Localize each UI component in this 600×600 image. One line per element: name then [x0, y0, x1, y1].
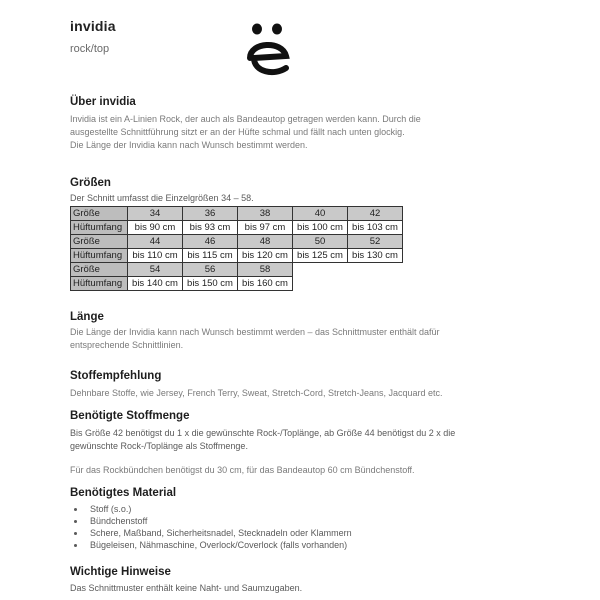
hip-cell: bis 90 cm: [128, 221, 183, 235]
hip-cell: bis 110 cm: [128, 249, 183, 263]
size-row-label: Größe: [71, 235, 128, 249]
hip-cell: bis 125 cm: [293, 249, 348, 263]
length-line: Die Länge der Invidia kann nach Wunsch bestimmt werden – das Schnittmuster enthält dafür: [70, 327, 440, 337]
length-line: entsprechende Schnittlinien.: [70, 340, 184, 350]
notes-heading: Wichtige Hinweise: [70, 566, 171, 578]
hip-cell: bis 115 cm: [183, 249, 238, 263]
size-cell: 38: [238, 207, 293, 221]
fabric-text: Dehnbare Stoffe, wie Jersey, French Terry, Sweat, Stretch-Cord, Stretch-Jeans, Jacquard etc.: [70, 388, 443, 398]
material-heading: Benötigtes Material: [70, 487, 177, 499]
table-row: [71, 235, 403, 249]
list-item: • Stoff (s.o.): [86, 503, 352, 515]
hip-row-label: Hüftumfang: [71, 249, 128, 263]
length-heading: Länge: [70, 311, 104, 323]
hip-cell: bis 97 cm: [238, 221, 293, 235]
table-row: [71, 221, 403, 235]
amount-line: Bis Größe 42 benötigst du 1 x die gewünschte Rock-/Toplänge, ab Größe 44 benötigst du 2 x die: [70, 428, 456, 438]
hip-row-label: Hüftumfang: [71, 277, 128, 291]
about-line: Die Länge der Invidia kann nach Wunsch bestimmt werden.: [70, 140, 308, 150]
table-row: [71, 263, 403, 277]
sizes-heading: Größen: [70, 177, 111, 189]
about-text: [70, 113, 490, 152]
amount-heading: Benötigte Stoffmenge: [70, 410, 190, 422]
hip-cell: bis 93 cm: [183, 221, 238, 235]
hip-cell: bis 100 cm: [293, 221, 348, 235]
table-row: [71, 277, 403, 291]
hip-row-label: Hüftumfang: [71, 221, 128, 235]
sizes-table: [70, 206, 403, 291]
size-cell: 58: [238, 263, 293, 277]
hip-cell: bis 103 cm: [348, 221, 403, 235]
size-cell: 52: [348, 235, 403, 249]
about-line: Invidia ist ein A-Linien Rock, der auch als Bandeautop getragen werden kann. Durch die: [70, 114, 421, 124]
amount-note: Für das Rockbündchen benötigst du 30 cm, für das Bandeautop 60 cm Bündchenstoff.: [70, 465, 415, 475]
size-row-label: Größe: [71, 207, 128, 221]
list-item: • Bügeleisen, Nähmaschine, Overlock/Coverlock (falls vorhanden): [86, 539, 352, 551]
about-line: ausgestellte Schnittführung sitzt er an der Hüfte schmal und fällt nach unten glockig.: [70, 127, 405, 137]
size-cell: 36: [183, 207, 238, 221]
size-cell: 34: [128, 207, 183, 221]
table-row: [71, 249, 403, 263]
list-item: • Bündchenstoff: [86, 515, 352, 527]
size-cell: 48: [238, 235, 293, 249]
list-item: • Schere, Maßband, Sicherheitsnadel, Stecknadeln oder Klammern: [86, 527, 352, 539]
hip-cell: bis 140 cm: [128, 277, 183, 291]
size-row-label: Größe: [71, 263, 128, 277]
material-list: [70, 503, 352, 551]
hip-cell: bis 160 cm: [238, 277, 293, 291]
hip-cell: bis 120 cm: [238, 249, 293, 263]
sizes-intro: Der Schnitt umfasst die Einzelgrößen 34 – 58.: [70, 193, 254, 203]
page-subtitle: rock/top: [70, 43, 110, 55]
table-row: [71, 207, 403, 221]
size-cell: 44: [128, 235, 183, 249]
size-cell: 42: [348, 207, 403, 221]
about-heading: Über invidia: [70, 96, 136, 108]
size-cell: 56: [183, 263, 238, 277]
notes-text: Das Schnittmuster enthält keine Naht- und Saumzugaben.: [70, 583, 303, 593]
size-cell: 46: [183, 235, 238, 249]
page-title: invidia: [70, 18, 116, 34]
size-cell: 40: [293, 207, 348, 221]
size-cell: 50: [293, 235, 348, 249]
amount-line: gewünschte Rock-/Toplänge als Stoffmenge.: [70, 441, 248, 451]
length-text: [70, 326, 490, 352]
e-umlaut-logo-icon: [244, 20, 294, 80]
hip-cell: bis 130 cm: [348, 249, 403, 263]
amount-text: [70, 427, 510, 453]
size-cell: 54: [128, 263, 183, 277]
hip-cell: bis 150 cm: [183, 277, 238, 291]
fabric-heading: Stoffempfehlung: [70, 370, 162, 382]
